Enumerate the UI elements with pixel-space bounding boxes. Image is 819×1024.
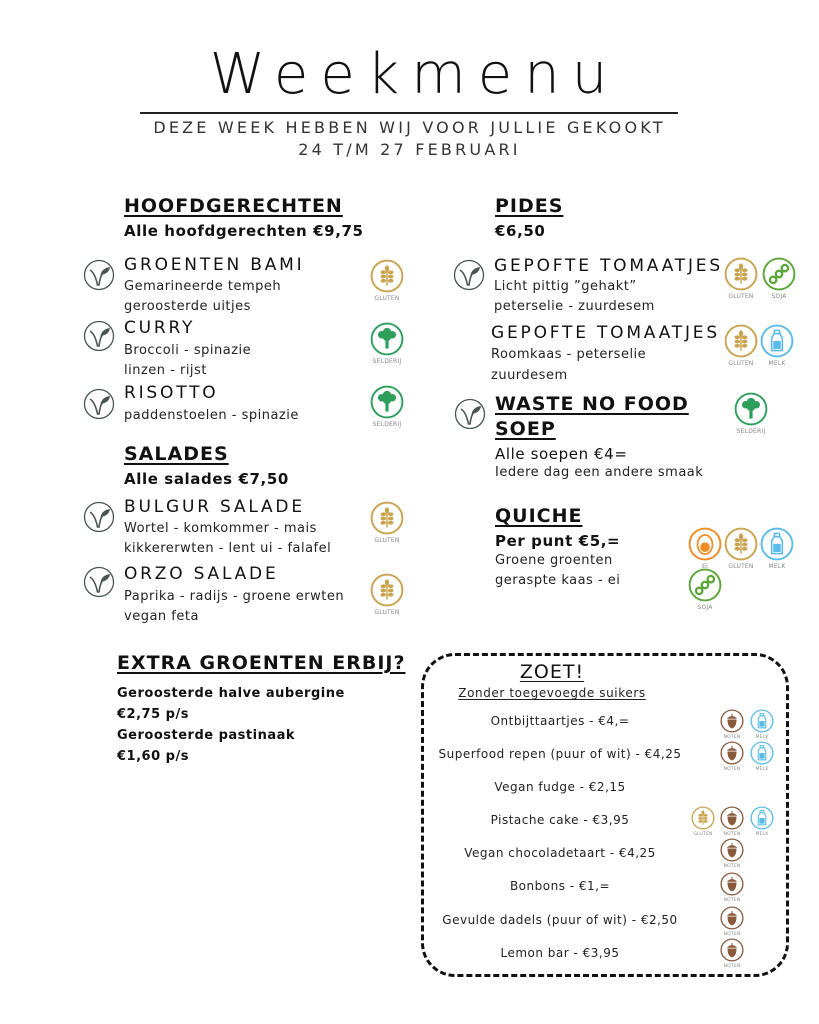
allergen-label: NOTEN [723,832,741,837]
allergen-label: SOJA [697,604,713,611]
dish-description: kikkererwten - lent ui - falafel [124,541,332,556]
dish-description: geroosterde uitjes [124,299,251,314]
melk-allergen [757,527,797,571]
page-title: Weekmenu [209,42,620,107]
gluten-allergen [367,501,407,545]
allergen-label: NOTEN [723,898,741,903]
melk-icon [750,806,774,830]
section-title-salades: SALADES [124,443,229,465]
vegan-icon [83,320,115,352]
noten-icon [720,906,744,930]
section-price-salades: Alle salades €7,50 [124,470,289,488]
allergen-label: MELK [768,360,786,367]
extra-price: €1,60 p/s [117,749,189,764]
melk-allergen [757,324,797,368]
noten-icon [720,938,744,962]
zoet-subtitle: Zonder toegevoegde suikers [458,686,646,700]
gluten-icon [370,501,404,535]
soep-description: Iedere dag een andere smaak [495,465,704,480]
sweet-item: Vegan fudge - €2,15 [494,780,626,794]
sweet-item: Vegan chocoladetaart - €4,25 [464,846,656,860]
sweet-item: Ontbijttaartjes - €4,= [490,714,630,728]
allergen-label: GLUTEN [728,563,754,570]
selderij-icon [370,385,404,419]
allergen-label: GLUTEN [728,293,754,300]
allergen-label: MELK [768,563,786,570]
allergen-label: EI [702,563,708,570]
gluten-allergen [721,257,761,301]
allergen-label: SELDERIJ [372,358,402,365]
soja-allergen [685,568,725,612]
vegan-icon [83,566,115,598]
dish-name: GROENTEN BAMI [124,255,305,275]
allergen-label: GLUTEN [728,360,754,367]
melk-icon [750,709,774,733]
sweet-item: Bonbons - €1,= [509,879,611,893]
dish-description: vegan feta [124,609,199,624]
allergen-label: GLUTEN [374,609,400,616]
section-title-soep-line2: SOEP [495,418,556,440]
soja-allergen [759,257,799,301]
extra-price: €2,75 p/s [117,707,189,722]
allergen-label: GLUTEN [374,295,400,302]
vegan-icon [83,388,115,420]
selderij-allergen [367,322,407,366]
dish-description: peterselie - zuurdesem [494,299,655,314]
allergen-label: NOTEN [723,767,741,772]
melk-allergen [748,806,776,839]
allergen-label: SELDERIJ [372,421,402,428]
soja-icon [762,257,796,291]
gluten-icon [724,257,758,291]
dish-description: zuurdesem [491,368,568,383]
sweet-item: Gevulde dadels (puur of wit) - €2,50 [442,913,678,927]
dish-name: GEPOFTE TOMAATJES [494,256,723,276]
gluten-icon [370,573,404,607]
gluten-allergen [367,259,407,303]
extra-item: Geroosterde pastinaak [117,728,296,743]
gluten-icon [724,527,758,561]
gluten-icon [724,324,758,358]
dish-description: Gemarineerde tempeh [124,279,282,294]
vegan-icon [83,501,115,533]
allergen-label: SELDERIJ [736,428,766,435]
melk-icon [750,741,774,765]
section-price-pides: €6,50 [495,222,546,240]
gluten-allergen [721,527,761,571]
section-title-zoet: ZOET! [519,661,585,683]
quiche-description: Groene groenten [495,553,613,568]
section-title-pides: PIDES [495,195,564,217]
melk-icon [760,527,794,561]
sweet-item: Pistache cake - €3,95 [490,813,630,827]
noten-allergen [718,938,746,971]
dish-name: GEPOFTE TOMAATJES [491,323,720,343]
noten-icon [720,872,744,896]
gluten-icon [691,806,715,830]
quiche-description: geraspte kaas - ei [495,573,621,588]
noten-icon [720,709,744,733]
noten-allergen [718,906,746,939]
dish-description: paddenstoelen - spinazie [124,408,299,423]
ei-icon [688,527,722,561]
allergen-label: SOJA [771,293,787,300]
dish-name: CURRY [124,318,196,338]
allergen-label: GLUTEN [693,832,713,837]
allergen-label: NOTEN [723,864,741,869]
allergen-label: MELK [755,735,769,740]
date-range: 24 T/M 27 FEBRUARI [298,140,521,159]
gluten-icon [370,259,404,293]
allergen-label: NOTEN [723,932,741,937]
section-title-soep: WASTE NO FOOD [495,393,689,415]
dish-description: Wortel - komkommer - mais [124,521,317,536]
noten-icon [720,806,744,830]
dish-description: Licht pittig ”gehakt” [494,279,637,294]
vegan-icon [454,398,486,430]
sweet-item: Superfood repen (puur of wit) - €4,25 [438,747,682,761]
sweet-item: Lemon bar - €3,95 [500,946,620,960]
dish-description: linzen - rijst [124,363,207,378]
dish-description: Broccoli - spinazie [124,343,252,358]
allergen-label: NOTEN [723,735,741,740]
gluten-allergen [689,806,717,839]
dish-description: Roomkaas - peterselie [491,347,647,362]
ei-allergen [685,527,725,571]
allergen-label: GLUTEN [374,537,400,544]
selderij-allergen [731,392,771,436]
allergen-label: MELK [755,832,769,837]
quiche-price: Per punt €5,= [495,532,621,550]
allergen-label: NOTEN [723,964,741,969]
extra-item: Geroosterde halve aubergine [117,686,345,701]
noten-allergen [718,741,746,774]
vegan-icon [83,259,115,291]
gluten-allergen [721,324,761,368]
title-divider [140,112,678,114]
dish-name: BULGUR SALADE [124,497,305,517]
melk-icon [760,324,794,358]
dish-name: ORZO SALADE [124,564,279,584]
vegan-icon [453,259,485,291]
dish-name: RISOTTO [124,383,219,403]
selderij-icon [370,322,404,356]
gluten-allergen [367,573,407,617]
section-title-hoofdgerechten: HOOFDGERECHTEN [124,195,343,217]
selderij-icon [734,392,768,426]
noten-icon [720,838,744,862]
section-price-hoofdgerechten: Alle hoofdgerechten €9,75 [124,222,364,240]
page-subtitle: DEZE WEEK HEBBEN WIJ VOOR JULLIE GEKOOKT [153,118,666,137]
dish-description: Paprika - radijs - groene erwten [124,589,345,604]
selderij-allergen [367,385,407,429]
noten-allergen [718,872,746,905]
section-title-quiche: QUICHE [495,505,583,527]
noten-allergen [718,838,746,871]
noten-allergen [718,806,746,839]
allergen-label: MELK [755,767,769,772]
section-title-extra: EXTRA GROENTEN ERBIJ? [117,652,406,674]
noten-allergen [718,709,746,742]
melk-allergen [748,741,776,774]
soja-icon [688,568,722,602]
melk-allergen [748,709,776,742]
soep-price: Alle soepen €4= [495,445,628,463]
noten-icon [720,741,744,765]
